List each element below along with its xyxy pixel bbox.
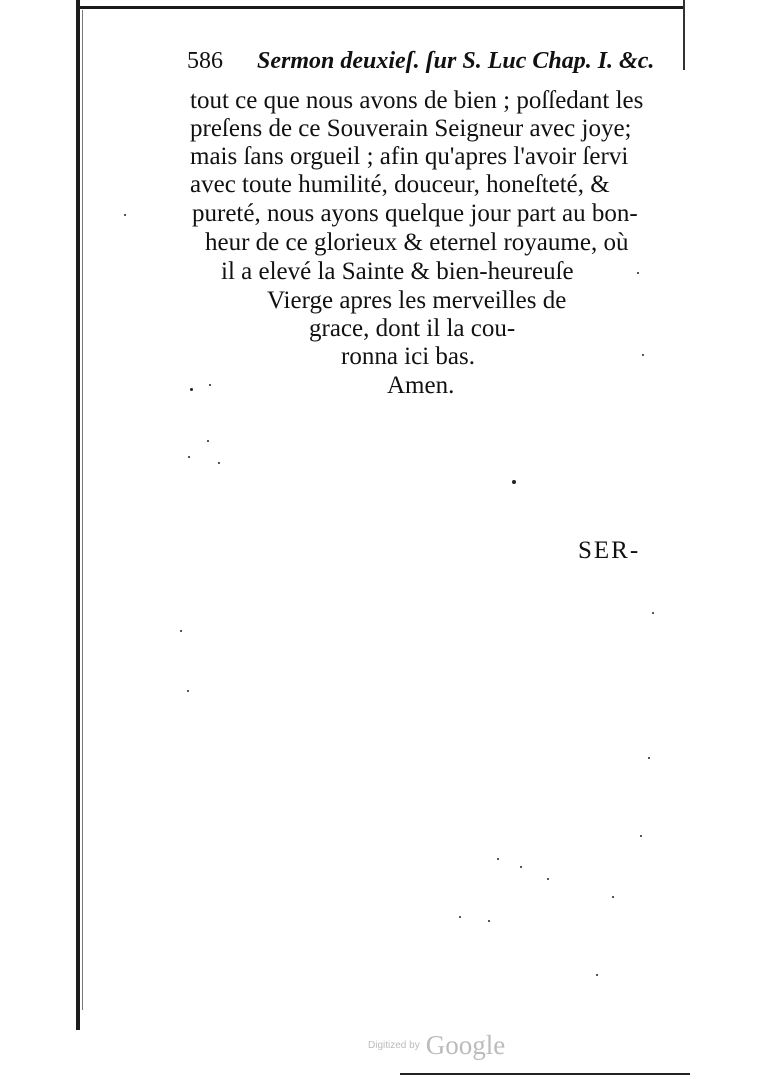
speck	[218, 462, 220, 464]
gutter-shadow-line	[76, 0, 80, 1030]
speck	[180, 630, 182, 632]
text-line: mais ſans orgueil ; afin qu'apres l'avoir ſervi	[190, 143, 629, 170]
speck	[637, 272, 639, 274]
speck	[640, 835, 642, 837]
text-line: pureté, nous ayons quelque jour part au bon-	[192, 200, 638, 227]
catchword: SER-	[578, 537, 641, 564]
text-line: ronna ici bas.	[341, 343, 475, 370]
speck	[190, 388, 193, 391]
speck	[207, 440, 209, 442]
speck	[642, 354, 644, 356]
page-edge-mark	[683, 0, 685, 70]
speck	[512, 480, 516, 484]
closing-amen: Amen.	[387, 372, 455, 399]
watermark-google-logo: Google	[425, 1030, 506, 1060]
top-border-line	[78, 6, 683, 9]
speck	[652, 612, 654, 614]
text-line: tout ce que nous avons de bien ; poſſedant les	[190, 87, 644, 114]
speck	[188, 456, 190, 458]
speck	[612, 896, 614, 898]
speck	[547, 878, 549, 880]
text-line: avec toute humilité, douceur, honeſteté, &	[190, 171, 610, 198]
speck	[187, 690, 189, 692]
speck	[520, 866, 522, 868]
text-line: grace, dont il la cou-	[309, 315, 516, 342]
speck	[488, 920, 490, 922]
speck	[497, 858, 499, 860]
bottom-border-line	[400, 1073, 690, 1075]
google-watermark	[368, 1030, 505, 1061]
text-line: heur de ce glorieux & eternel royaume, où	[205, 229, 629, 256]
speck	[209, 384, 211, 386]
speck	[459, 916, 461, 918]
watermark-digitized-by: Digitized by	[368, 1040, 420, 1051]
speck	[124, 214, 126, 216]
text-line: preſens de ce Souverain Seigneur avec joye;	[190, 115, 632, 142]
speck	[648, 757, 650, 759]
speck	[596, 974, 598, 976]
gutter-inner-line	[82, 10, 83, 1010]
running-title: Sermon deuxieſ. ſur S. Luc Chap. I. &c.	[257, 48, 655, 74]
page-number: 586	[187, 48, 223, 74]
text-line: Vierge apres les merveilles de	[267, 287, 567, 314]
page-header	[187, 48, 655, 80]
text-line: il a elevé la Sainte & bien-heureuſe	[221, 258, 574, 285]
